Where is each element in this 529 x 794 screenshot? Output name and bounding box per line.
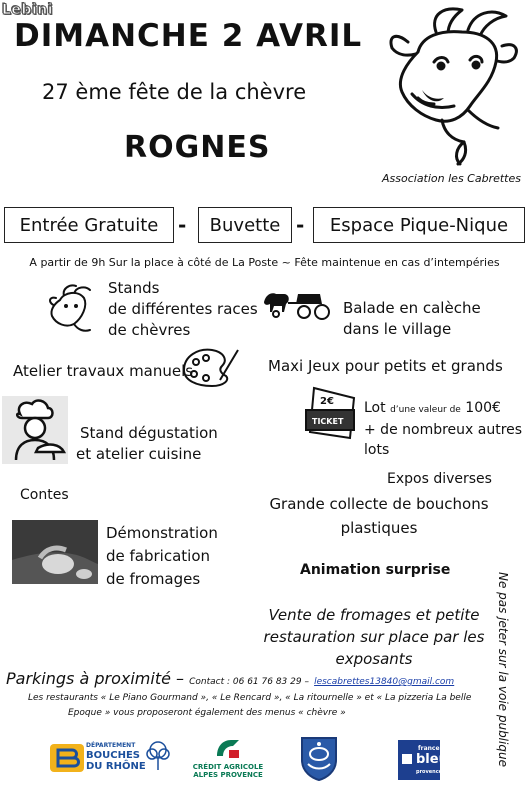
animation-text: Animation surprise [300,562,451,578]
restaurants-line-2: Epoque » vous proposeront également des menus « chèvre » [68,708,346,718]
vertical-note: Ne pas jeter sur la voie publique [496,572,510,767]
ticket-label: TICKET [312,417,344,426]
rognes-crest-icon [296,734,342,782]
jeux-text: Maxi Jeux pour petits et grands [268,357,503,375]
radio-square-icon [402,754,412,764]
page-title: DIMANCHE 2 AVRIL [14,18,363,54]
event-subtitle: 27 ème fête de la chèvre [42,80,307,104]
demonstration-text: Démonstration de fabrication de fromages [106,524,218,588]
parkings-line: Parkings à proximité – Contact : 06 61 76 83 29 – lescabrettes13840@gmail.com [6,669,455,688]
ticket-price: 2€ [320,396,334,407]
logo-departement: DÉPARTEMENT BOUCHES DU RHÔNE [48,738,170,778]
association-name: Association les Cabrettes [382,172,521,185]
restaurants-line-1: Les restaurants « Le Piano Gourmand », « Le Rencard », « La ritournelle » et « La pizzeria La belle [28,693,472,703]
tree-icon [146,740,170,772]
department-emblem-icon [48,740,88,776]
town-name: ROGNES [124,130,271,165]
degustation-text: Stand dégustation et atelier cuisine [76,424,218,463]
box-entree-gratuite: Entrée Gratuite [4,207,174,243]
ticket-icon [302,384,362,446]
goat-head-icon [378,2,524,168]
cheese-making-photo [12,520,98,584]
contes-text: Contes [20,487,69,503]
caleche-text: Balade en calèche dans le village [343,299,481,338]
logo-credit-agricole: CRÉDIT AGRICOLE ALPES PROVENCE [192,738,264,782]
box-buvette: Buvette [198,207,292,243]
horse-carriage-icon [262,288,332,322]
box-espace-pique-nique: Espace Pique-Nique [313,207,525,243]
logo-france-bleu: france bleu provence [398,740,440,780]
atelier-text: Atelier travaux manuels [13,362,194,380]
credit-agricole-icon [213,738,243,760]
vente-text: Vente de fromages et petite restauration sur place par les exposants [263,606,485,668]
info-line: A partir de 9h Sur la place à côté de La Poste ~ Fête maintenue en cas d’intempéries [29,256,500,269]
email-link[interactable]: lescabrettes13840@gmail.com [314,677,455,687]
stands-text: Stands de différentes races de chèvres [108,279,258,339]
watermark: Lebini [2,2,54,18]
separator: - [178,213,187,237]
chef-icon [2,396,68,464]
lot-text: Lot d’une valeur de 100€ + de nombreux autres lots [364,400,523,458]
goat-icon [44,284,100,336]
collecte-text: Grande collecte de bouchons plastiques [269,495,489,537]
separator: - [296,213,305,237]
palette-icon [180,344,242,390]
expos-text: Expos diverses [387,471,492,487]
